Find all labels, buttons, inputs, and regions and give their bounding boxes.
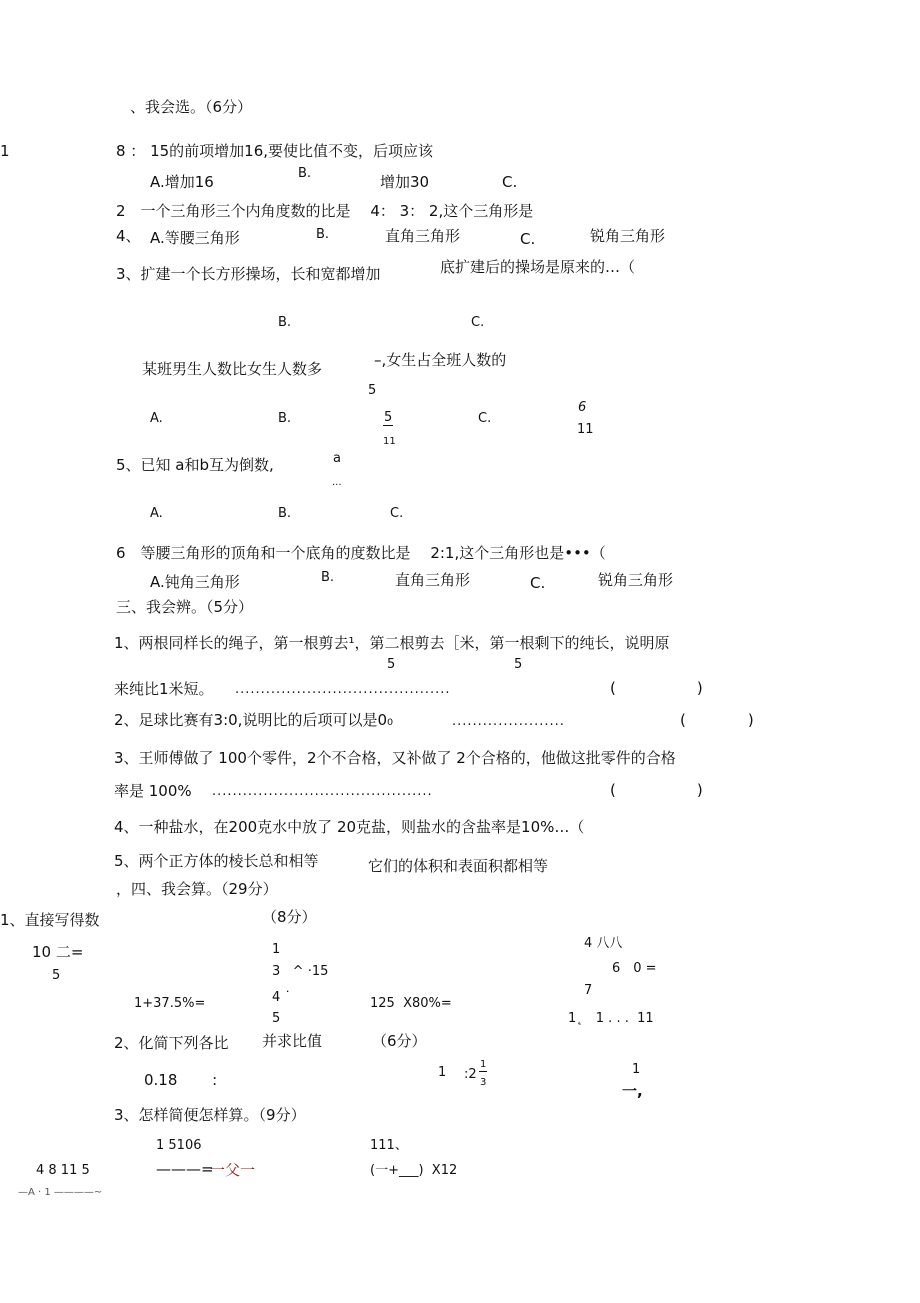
option-b: B. [278, 411, 292, 426]
expression: 1+37.5%= [134, 996, 206, 1011]
option-b-text: 增加30 [380, 173, 430, 191]
fraction-denominator: 5 [514, 657, 523, 672]
option-c: C. [520, 230, 536, 248]
answer-paren[interactable]: ( ) [610, 781, 703, 799]
leader-dots: .......................................... [235, 682, 451, 697]
section-title-calc: ，四、我会算。（29分） [116, 880, 278, 898]
question-text-cont: –,女生占全班人数的 [374, 351, 507, 369]
fraction-denominator: 3 [480, 1077, 487, 1088]
option-a: A.钝角三角形 [150, 573, 240, 591]
question-text-cont: 来纯比1米短。 [114, 680, 214, 698]
option-c-text: 锐角三角形 [598, 571, 674, 589]
ratio-expression: :2 [464, 1067, 477, 1082]
expression: 7 [584, 983, 593, 998]
leader-dots: ........................................... [212, 784, 433, 799]
option-a: A. [150, 411, 163, 426]
ratio-expression: 1 [632, 1062, 641, 1077]
expression: 4 ˙ [272, 990, 291, 1005]
expression: 5 [52, 968, 61, 983]
question-text: 某班男生人数比女生人数多 [142, 360, 323, 378]
expression: 1 5106 [156, 1138, 202, 1153]
expression: 111、 [370, 1138, 408, 1153]
option-b: B. [278, 315, 292, 330]
expression: 一父一 [210, 1161, 256, 1179]
fraction-bar [479, 1071, 487, 1072]
section-title-judge: 三、我会辨。（5分） [116, 598, 254, 616]
fraction-denominator: 5 [387, 657, 396, 672]
question-text: 1、两根同样长的绳子，第一根剪去¹，第二根剪去［米，第一根剩下的纯长，说明原 [114, 634, 670, 652]
expression-footnote: —A · 1 ————~ [18, 1187, 103, 1198]
expression: 4 八八 [584, 936, 623, 951]
question-text: 2 一个三角形三个内角度数的比是 4： 3： 2,这个三角形是 [116, 202, 534, 220]
question-text-cont: 它们的体积和表面积都相等 [368, 857, 549, 875]
fraction-denominator: 11 [383, 436, 396, 447]
subsection-points: （8分） [262, 908, 317, 926]
expression: 5 [272, 1011, 281, 1026]
question-text: 4、一种盐水，在200克水中放了 20克盐，则盐水的含盐率是10%…（ [114, 818, 585, 836]
option-b: B. [316, 227, 330, 242]
fraction-denominator: 11 [577, 422, 594, 437]
question-text: 3、扩建一个长方形操场，长和宽都增加 [116, 265, 381, 283]
expression: ———= [156, 1160, 214, 1178]
option-b-text: 直角三角形 [395, 571, 471, 589]
question-text: 3、王师傅做了 100个零件，2个不合格，又补做了 2个合格的，他做这批零件的合格 [114, 749, 676, 767]
leader-dots: ...................... [452, 714, 565, 729]
question-text: 8 ： 15的前项增加16,要使比值不变，后项应该 [116, 142, 434, 160]
option-c: C. [390, 506, 404, 521]
option-c: C. [502, 173, 518, 191]
fraction-numerator: 5 [384, 410, 393, 425]
option-a: A. [150, 506, 163, 521]
fraction-numerator: 1 [480, 1059, 487, 1070]
subsection-title: 3、怎样简便怎样算。（9分） [114, 1106, 306, 1124]
ratio-expression: 一, [622, 1082, 643, 1100]
expression: 4 8 11 5 [36, 1163, 90, 1178]
option-c-text: 锐角三角形 [590, 227, 666, 245]
question-number: 4、 [116, 227, 141, 245]
option-b: B. [321, 570, 335, 585]
expression: 125 X80%= [370, 996, 452, 1011]
question-text-cont: 率是 100% [114, 782, 192, 800]
ratio-expression: 1 [438, 1065, 447, 1080]
option-c: C. [478, 411, 492, 426]
option-c: C. [530, 574, 546, 592]
expression: (一+___) X12 [370, 1163, 458, 1178]
subsection-title: 1、直接写得数 [0, 911, 100, 929]
expression: 6 0 = [612, 961, 657, 976]
subsection-title: 2、化简下列各比 [114, 1034, 229, 1052]
fraction-denominator: 5 [368, 383, 377, 398]
subsection-points: （6分） [372, 1032, 427, 1050]
ratio-expression: 0.18 : [144, 1071, 218, 1089]
question-text-cont: 底扩建后的操场是原来的…（ [440, 258, 636, 276]
question-text: 5、两个正方体的棱长总和相等 [114, 852, 319, 870]
option-b-text: 直角三角形 [385, 227, 461, 245]
answer-paren[interactable]: ( ) [680, 711, 754, 729]
option-c: C. [471, 315, 485, 330]
option-a: A.增加16 [150, 173, 214, 191]
answer-paren[interactable]: ( ) [610, 679, 703, 697]
question-text: 2、足球比赛有3:0,说明比的后项可以是0₀ [114, 711, 394, 729]
fraction-bar [383, 425, 393, 426]
subsection-title-cont: 并求比值 [262, 1032, 323, 1050]
fraction-numerator: a [333, 451, 341, 466]
option-b: B. [298, 166, 312, 181]
question-text: 5、已知 a和b互为倒数, [116, 456, 274, 474]
expression: 3 ^ ·15 [272, 964, 329, 979]
option-a: A.等腰三角形 [150, 229, 240, 247]
question-text: 6 等腰三角形的顶角和一个底角的度数比是 2:1,这个三角形也是•••（ [116, 544, 606, 562]
fraction-dots: ... [332, 477, 342, 488]
margin-number: 1 [0, 142, 10, 160]
section-title-choose: 、我会选。（6分） [130, 98, 253, 116]
option-b: B. [278, 506, 292, 521]
fraction-numerator: 6 [578, 400, 587, 415]
expression: 1˛ 1 . . . 11 [568, 1011, 654, 1026]
expression: 10 二= [32, 943, 84, 961]
expression: 1 [272, 942, 281, 957]
